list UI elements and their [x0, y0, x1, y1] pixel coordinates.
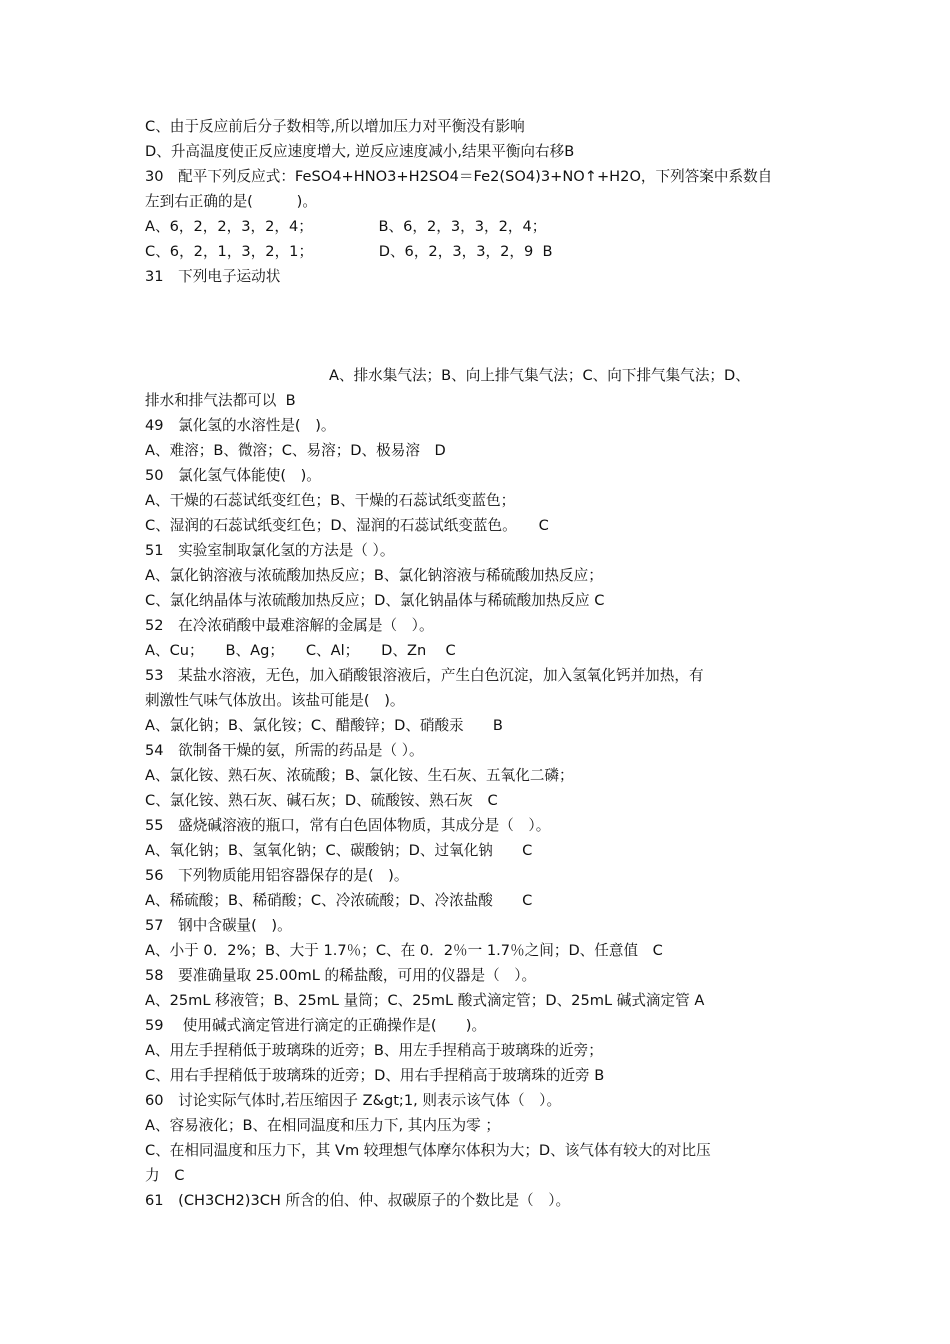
text-line: 30 配平下列反应式：FeSO4+HNO3+H2SO4＝Fe2(SO4)3+NO↑+H2O，下列答案中系数自	[145, 168, 773, 185]
text-line: A、氧化钠；B、氢氧化钠；C、碳酸钠；D、过氧化钠 C	[145, 842, 533, 859]
text-line: C、用右手捏稍低于玻璃珠的近旁；D、用右手捏稍高于玻璃珠的近旁 B	[145, 1067, 605, 1084]
text-line: 59 使用碱式滴定管进行滴定的正确操作是( )。	[145, 1017, 487, 1034]
text-line: 58 要准确量取 25.00mL 的稀盐酸，可用的仪器是（ ）。	[145, 967, 537, 984]
text-line: C、氯化铵、熟石灰、碱石灰；D、硫酸铵、熟石灰 C	[145, 792, 498, 809]
text-line: A、用左手捏稍低于玻璃珠的近旁；B、用左手捏稍高于玻璃珠的近旁；	[145, 1042, 603, 1059]
text-line: A、氯化铵、熟石灰、浓硫酸；B、氯化铵、生石灰、五氧化二磷；	[145, 767, 574, 784]
text-line: C、6，2，1，3，2，1； D、6，2，3，3，2，9 B	[145, 243, 553, 260]
text-line: A、干燥的石蕊试纸变红色；B、干燥的石蕊试纸变蓝色；	[145, 492, 516, 509]
text-line: A、氯化钠；B、氯化铵；C、醋酸锌；D、硝酸汞 B	[145, 717, 503, 734]
text-line: C、在相同温度和压力下，其 Vm 较理想气体摩尔体积为大；D、该气体有较大的对比压	[145, 1142, 711, 1159]
text-line: 55 盛烧碱溶液的瓶口，常有白色固体物质，其成分是（ ）。	[145, 817, 551, 834]
text-line: 51 实验室制取氯化氢的方法是（ ）。	[145, 542, 395, 559]
text-line: A、排水集气法；B、向上排气集气法；C、向下排气集气法；D、	[329, 367, 750, 384]
text-line: A、容易液化；B、在相同温度和压力下, 其内压为零 ；	[145, 1117, 500, 1134]
text-line: 56 下列物质能用铝容器保存的是( )。	[145, 867, 409, 884]
text-line: 排水和排气法都可以 B	[145, 392, 296, 409]
text-line: A、难溶；B、微溶；C、易溶；D、极易溶 D	[145, 442, 446, 459]
text-line: A、Cu； B、Ag； C、Al； D、Zn C	[145, 642, 456, 659]
text-line: 31 下列电子运动状	[145, 268, 281, 285]
text-line: C、由于反应前后分子数相等,所以增加压力对平衡没有影响	[145, 118, 525, 135]
text-line: 57 钢中含碳量( )。	[145, 917, 292, 934]
text-line: 左到右正确的是( )。	[145, 193, 317, 210]
text-line: D、升高温度使正反应速度增大, 逆反应速度减小,结果平衡向右移B	[145, 143, 575, 160]
text-line: 54 欲制备干燥的氨，所需的药品是（ ）。	[145, 742, 424, 759]
text-line: A、小于 0．2%；B、大于 1.7％；C、在 0．2％一 1.7％之间；D、任意值 C	[145, 942, 663, 959]
text-line: 60 讨论实际气体时,若压缩因子 Z&gt;1, 则表示该气体（ ）。	[145, 1092, 562, 1109]
text-line: 49 氯化氢的水溶性是( )。	[145, 417, 336, 434]
text-line: C、湿润的石蕊试纸变红色；D、湿润的石蕊试纸变蓝色。 C	[145, 517, 549, 534]
text-line: A、氯化钠溶液与浓硫酸加热反应；B、氯化钠溶液与稀硫酸加热反应；	[145, 567, 603, 584]
text-line: 52 在冷浓硝酸中最难溶解的金属是（ ）。	[145, 617, 434, 634]
text-line: A、稀硫酸；B、稀硝酸；C、冷浓硫酸；D、冷浓盐酸 C	[145, 892, 533, 909]
text-line: A、6，2，2，3，2，4； B、6，2，3，3，2，4；	[145, 218, 547, 235]
text-line: 53 某盐水溶液，无色，加入硝酸银溶液后，产生白色沉淀，加入氢氧化钙并加热，有	[145, 667, 704, 684]
text-line: 刺激性气味气体放出。该盐可能是( )。	[145, 692, 405, 709]
text-line: 61 (CH3CH2)3CH 所含的伯、仲、叔碳原子的个数比是（ ）。	[145, 1192, 571, 1209]
text-line: 50 氯化氢气体能使( )。	[145, 467, 321, 484]
text-line: 力 C	[145, 1167, 185, 1184]
text-line: C、氯化纳晶体与浓硫酸加热反应；D、氯化钠晶体与稀硫酸加热反应 C	[145, 592, 605, 609]
text-line: A、25mL 移液管；B、25mL 量筒；C、25mL 酸式滴定管；D、25mL 碱式滴定管 A	[145, 992, 705, 1009]
